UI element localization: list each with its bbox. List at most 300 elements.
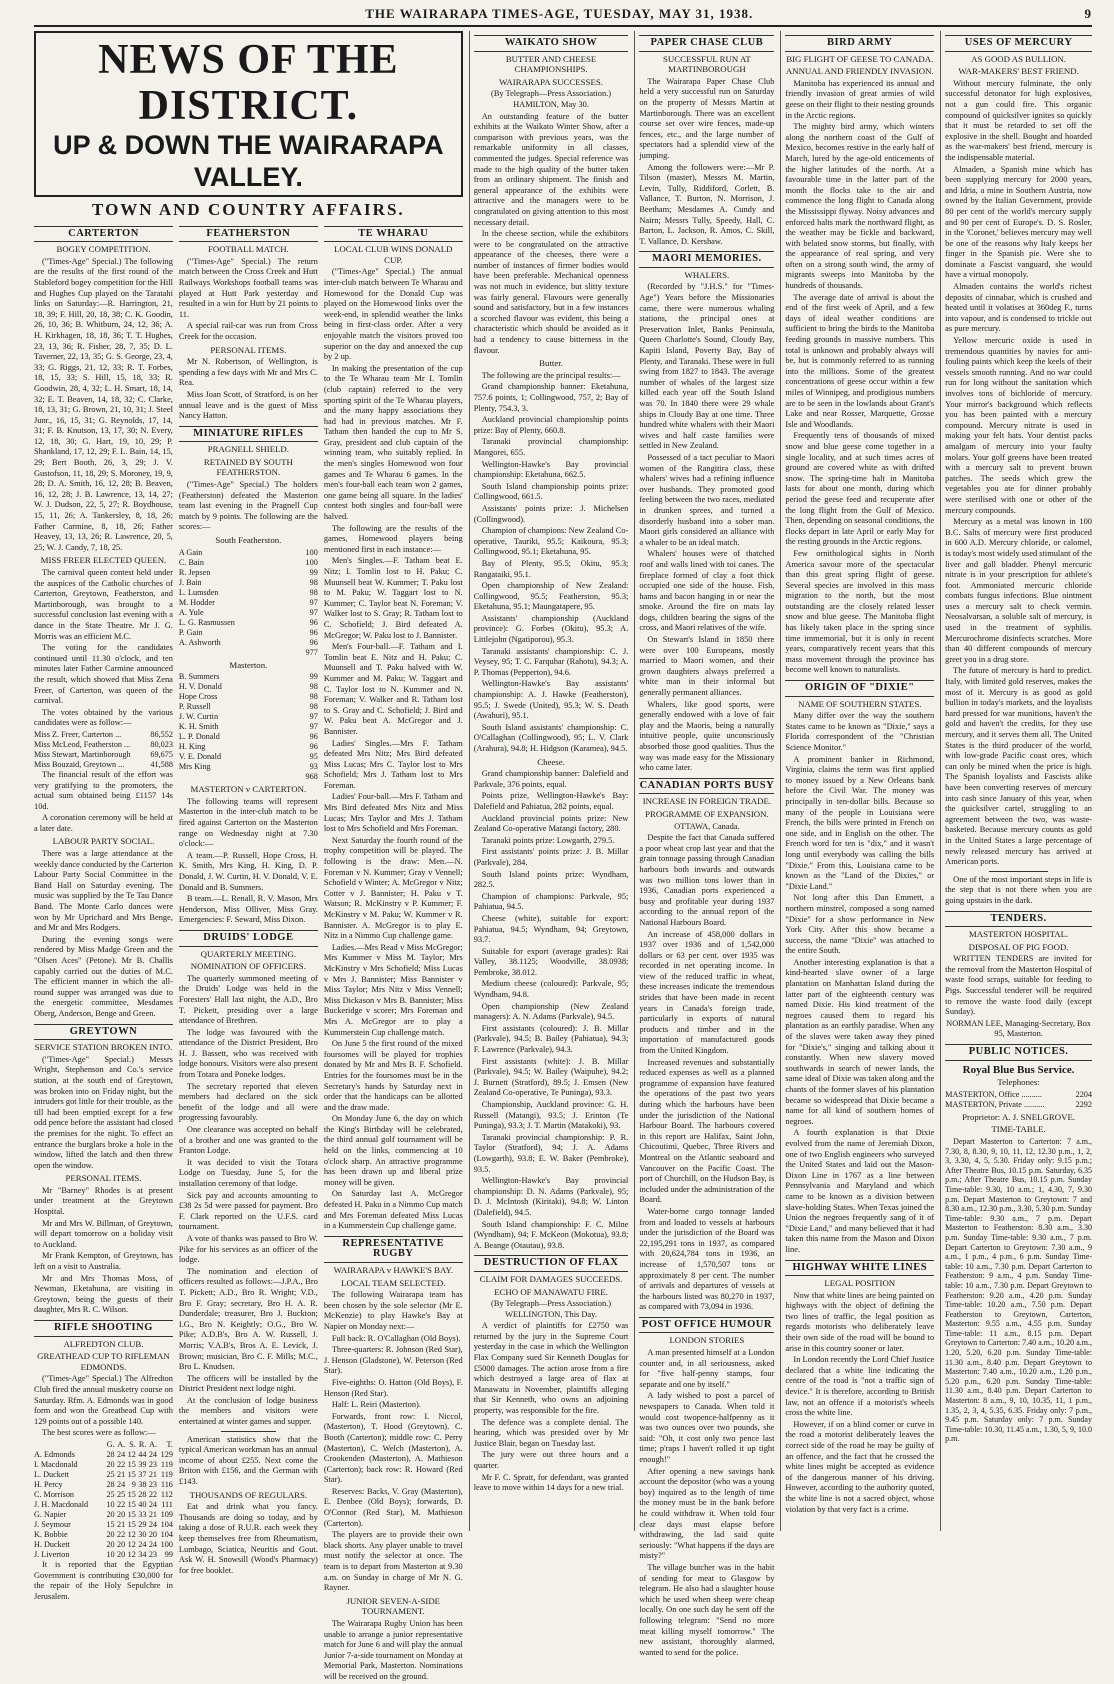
cheese-heading: Cheese.	[537, 756, 565, 767]
mercury-subheading-2: WAR-MAKERS' BEST FRIEND.	[958, 66, 1079, 77]
table-row	[179, 618, 318, 628]
table-cell: 21	[117, 1469, 126, 1479]
column-paper-chase	[634, 31, 775, 1657]
article-text: Next Saturday the fourth round of the trophy competition will be played. The following is the draw: Men.—N. Foreman v N. Kummer; Gray v Vennell; Schofield v Winter; A. McGregor v Nitz; Cotter v J. Bannister; H. Paku v T. Watson; R. McKinstry v P. Kummer; F. McKinstry v M. Paku; W. Kummer v R. Bannister. A. McGregor is to play E. Nitz in a Nimmo Cup challenge game.	[323, 835, 463, 941]
table-row: Miss Z. Freer, Carterton ... 86,552	[34, 729, 173, 739]
article-text: ("Times-Age" Special.) The holders (Featherston) defeated the Masterton team last evening in the Pragnell Cup match by 9 points. The following are the scores:—	[178, 480, 318, 532]
highway-subheading: LEGAL POSITION	[824, 1278, 896, 1289]
article-text: Wellington-Hawke's Bay provincial championship: Eketahuna, 662.5.	[473, 459, 629, 480]
article-text: Half: L. Reiri (Masterton).	[331, 1400, 421, 1410]
article-text: Mr and Mrs Thomas Moss, of Newman, Eketahuna, are visiting in Greytown, being the guests of their daughter, Mrs R. C. Wilson.	[34, 1273, 173, 1315]
table-cell: 93	[309, 762, 318, 772]
table-cell: P. Gain	[178, 627, 203, 637]
article-text: A vote of thanks was passed to Bro W. Pike for his services as an officer of the lodge.	[178, 1233, 318, 1265]
table-row	[34, 1460, 173, 1470]
table-row	[179, 712, 318, 722]
table-cell: 9	[131, 1479, 136, 1489]
dixie-heading: ORIGIN OF "DIXIE"	[785, 680, 934, 697]
table-cell: A. Ashworth	[178, 637, 221, 647]
article-text: An increase of 458,000 dollars in 1937 over 1936 and of 1,542,000 dollars or 63 per cent. over 1935 was recorded in net operating income. In view of the reduced traffic in wheat, these increases indicate the tremendous strides that have been made in recent years in Canada's foreign trade, particularly in exports of natural products and timber and in the importation of manufactured goods from the United Kingdom.	[639, 929, 775, 1056]
carterton-heading: CARTERTON	[34, 226, 173, 243]
post-office-heading: POST OFFICE HUMOUR	[639, 1317, 774, 1334]
table-cell: A. Yule	[178, 607, 204, 617]
article-text: During the evening songs were rendered by Miss Madge Green and the "Olsen Aces" (Petone). Mr B. Challis capably carried out the duties of M.C. The efficient manner in which the all-round supper was arranged was due to the energetic committee, Mesdames Oberg, Anderson, Benge and Green.	[34, 934, 173, 1018]
table-cell: 22	[117, 1459, 126, 1469]
table-cell: 968	[305, 772, 318, 782]
article-text: However, if on a blind corner or curve in the road a motorist deliberately leaves the correct side of the road he may be guilty of an offence, and the fact that he crossed the white lines might be accepted as evidence of the dangerous manner of his driving. However, according to the authority quoted, the white line is not a sacred object, whose violation by that very fact is a crime.	[785, 1419, 935, 1514]
druids-subheading: QUARTERLY MEETING.	[200, 948, 297, 959]
article-text: Taranaki assistants' championship: C. J. Veysey, 95; T. C. Farquhar (Rahotu), 94.3; A. P. Thomas (Pepperton), 94.6.	[473, 646, 629, 677]
article-text: It was decided to visit the Totara Lodge on Tuesday, June 5, for the installation ceremony of that lodge.	[178, 1157, 318, 1188]
miniature-subheading-2: RETAINED BY SOUTH FEATHERSTON.	[203, 456, 293, 478]
maori-heading: MAORI MEMORIES.	[639, 251, 774, 268]
article-text: Bay of Plenty, 95.5; Okitu, 95.3; Rangataiki, 95.1.	[473, 558, 629, 579]
personal-heading: PERSONAL ITEMS.	[65, 1173, 142, 1184]
table-cell: 112	[160, 1489, 173, 1499]
telephones-heading: Telephones:	[997, 1077, 1040, 1088]
table-cell: 28	[106, 1449, 115, 1459]
article-text: NORMAN LEE, Managing-Secretary, Box 95, Masterton.	[946, 1018, 1091, 1039]
table-cell: 20	[117, 1549, 126, 1559]
table-cell: 25	[106, 1469, 115, 1479]
paper-chase-heading: PAPER CHASE CLUB	[639, 35, 774, 52]
table-row	[179, 722, 318, 732]
south-featherston-scores	[179, 548, 318, 658]
article-text: First assistants (coloured): J. B. Millar (Parkvale), 94.5; B. Bailey (Pahiatua), 94.3; F. Lawrence (Parkvale), 94.3.	[473, 1023, 629, 1055]
article-text: The village butcher was in the habit of sending for meat to Glasgow by telegram. He also had a slaughter house which he used when sheep were cheap locally. On one such day he sent off the following telegram: "Send no more meat killing myself tomorrow." The new assistant, thoroughly alarmed, wanted to send for the police.	[639, 1562, 775, 1657]
article-text: The Wairarapa Paper Chase Club held a very successful run on Saturday on the property of Messrs Martin at Martinborough. There was an excellent course set over wire fences, made-up fences, etc., and the large number of spectators had a splendid view of the jumping.	[639, 76, 775, 160]
article-text: An outstanding feature of the butter exhibits at the Waikato Winter Show, after a comparison with previous years, was the remarkable uniformity in all classes, commented the judges. Special reference was made to the high quality of the butter taken from an ordinary shipment. The finish and general appearance of the exhibits were attractive and the managers were to be congratulated on giving attention to this most necessary detail.	[473, 111, 629, 227]
flax-subheading: CLAIM FOR DAMAGES SUCCEEDS.	[479, 1273, 623, 1284]
greytown-subheading: SERVICE STATION BROKEN INTO.	[34, 1042, 173, 1053]
article-text: Manitoba has experienced its annual and friendly invasion of great armies of wild geese on their flight to their nesting grounds in the Arctic regions.	[785, 78, 935, 120]
article-text: Now that white lines are being painted on highways with the object of defining the two lines of traffic, the legal position as regards motorists who deliberately leave their own side of the road will be bound to arise in this country sooner or later.	[785, 1290, 935, 1353]
article-text: The carnival queen contest held under the auspices of the Catholic churches of Carterton, Greytown, Featherston, and Martinborough, was brought to a successful conclusion last evening with a dance in the State Theatre. Mr J. G. Morris was an efficient M.C.	[34, 568, 173, 641]
table-cell: J. W. Curtin	[178, 712, 219, 722]
mercury-heading: USES OF MERCURY	[945, 35, 1092, 52]
waikato-subheading-2: WAIRARAPA SUCCESSES.	[499, 76, 603, 87]
article-text: There was a large attendance at the weekly dance conducted by the Carterton Labour Party Social Committee in the Band Hall on Saturday evening. The music was supplied by the Te Tau Dance Band. The Monte Carlo dances were won by Mr Uprichard and Mrs Benge, and Mr and Mrs Rodgers.	[34, 849, 173, 933]
telephones-table	[945, 1090, 1092, 1110]
table-cell: H. Duckett	[34, 1539, 70, 1549]
table-cell: 33	[138, 1509, 147, 1519]
column-te-wharau	[324, 222, 463, 1684]
article-text: Open championship of New Zealand: Collingwood, 95.5; Featherston, 95.3; Eketahuna, 95.1; Maungatapere, 95.	[473, 581, 629, 612]
article-text: Possessed of a tact peculiar to Maori women of the Rangitira class, these whalers' wives had a refining influence over husbands. They promoted good feeling between the two races, mediated in drunken sprees, and turned a disorderly husband into a sober man. Maori girls considered an alliance with a whaler to be an ideal match.	[639, 452, 775, 547]
article-text: Water-borne cargo tonnage landed from and loaded to vessels at harbours under the jurisdiction of the Board was 22,195,291 tons in 1937, as compared with 20,624,784 tons in 1936, an increase of 1,570,507 tons or approximately 8 per cent. The number of arrivals and departures of vessels at the harbours listed was 80,270 in 1937, as compared with 73,094 in 1936.	[639, 1206, 775, 1312]
table-cell: 29	[138, 1519, 147, 1529]
article-text: Ladies' Singles.—Mrs F. Tatham defeated Mrs Nitz; Mrs Bird defeated Miss Lucas; Mrs C. Taylor lost to Mrs Schofield; Mrs J. Tatham lost to Mrs Foreman.	[323, 738, 463, 790]
article-text: The officers will be installed by the District President next lodge night.	[178, 1373, 318, 1394]
article-text: Men's Singles.—F. Tatham beat E. Nitz; I. Tomlin lost to H. Paku; C. Muunsell beat W. Kummer; T. Paku lost to M. Paku; W. Taggart lost to N. Kummer; C. Taylor beat N. Foreman; V. Walker lost to S. Gray; R. Tatham lost to C. Schofield; J. Bird defeated A. McGregor; W. Paku lost to J. Bannister.	[323, 556, 463, 640]
article-text: Mercury as a metal was known in 100 B.C. Salts of mercury were first produced in 600 A.D. Mercury chloride, or calomel, is today's most widely used stimulant of the liver and gall bladder. Phenyl mercuric nitrate is in your prescription for athlete's foot. Ammoniated mercuric chloride combats fungus infections. Blue ointment uses a mercury salt to check vermin. Neosalvarsan, a soluble salt of mercury, is used in the treatment of syphilis. Mercurochrome disinfects scratches. More than 40 different compounds of mercury greet you in a drug store.	[945, 517, 1092, 664]
article-text: Almaden, a Spanish mine which has been supplying mercury for 2000 years, and Idria, a mine in Southern Austria, now owned by the Italian Government, provide 80 per cent of the world's mercury supply and 90 per cent of Europe's. D. S. Rosler, in the 'Coronet,' believes mercury may well be one of the reasons why Italy keeps her finger in the Spanish pie. Were she to dominate a Fascist vanguard, she would have a virtual monopoly.	[945, 164, 1092, 280]
article-text: Mr and Mrs W. Billman, of Greytown, will depart tomorrow on a holiday visit to Auckland.	[34, 1218, 173, 1249]
article-text: The following are the principal results:—	[481, 370, 621, 380]
article-text: Another interesting explanation is that a kind-hearted slave owner of a large plantation on Manhattan Island during the latter part of the eighteenth century was named Dixie. His kind treatment of the negroes caused them to regard his plantation as an earthly paradise. When any of the slaves were taken away they pined for "Dixie's," singing and talking about it constantly. When new slavery moved southwards in search of newer lands, the same ideal of Dixie was taken along and the chants of the former slaves of his plantation became so widespread that Dixie became a name for all kind of southern homes of negroes.	[785, 957, 935, 1126]
rugby-subheading: WAIRARAPA v HAWKE'S BAY.	[333, 1265, 453, 1275]
article-text: Despite the fact that Canada suffered a poor wheat crop last year and that the grain tonnage passing through Canadian harbours both inwards and outwards was two million tons lower than in 1936, Canadian ports experienced a busy and profitable year during 1937 according to the annual report of the National Harbours Board.	[639, 833, 775, 927]
table-cell: 21	[148, 1469, 157, 1479]
article-text: Eat and drink what you fancy. Thousands are doing so today, and by taking a dose of R.U.R. each week they keep themselves free from Rheumatism, Lumbago, Sciatica, Neuritis and Gout. Ask W. H. Snowsill (Wood's Pharmacy) for free booklet.	[178, 1502, 318, 1575]
masthead	[34, 31, 463, 197]
flax-subheading-2: ECHO OF MANAWATU FIRE.	[494, 1286, 608, 1297]
post-office-subheading: LONDON STORIES	[669, 1335, 745, 1346]
article-text: Mr Frank Kempton, of Greytown, has left on a visit to Australia.	[34, 1251, 173, 1272]
table-header-row: G. A. S. R. A. T.	[106, 1439, 173, 1449]
article-text: Assistants' championship (Auckland province): G. Forbes (Okitu), 95.3; A. Littlejohn (Ngatiporou), 95.3.	[473, 613, 629, 645]
druids-subheading-2: NOMINATION OF OFFICERS.	[190, 961, 306, 972]
article-text: The financial result of the effort was very gratifying to the promoters, the actual sum obtained being £1157 14s 10d.	[34, 769, 173, 811]
article-text: The quarterly summoned meeting of the Druids' Lodge was held in the Foresters' Hall last night, the A.D., Bro T. Pickett, presiding over a large attendance of Brethren.	[178, 973, 318, 1026]
table-row	[179, 672, 318, 682]
table-row	[179, 638, 318, 648]
table-cell: 20	[117, 1509, 126, 1519]
column-featherston	[179, 222, 318, 1684]
highway-heading: HIGHWAY WHITE LINES	[785, 1260, 934, 1277]
table-row	[179, 568, 318, 578]
article-text: Grand championship banner: Eketahuna, 757.6 points, 1; Collingwood, 757, 2; Bay of Plenty, 754.3, 3.	[473, 382, 629, 413]
table-cell: L. Lumsden	[178, 587, 219, 597]
tenders-subheading: MASTERTON HOSPITAL.	[968, 929, 1069, 940]
column-carterton	[34, 222, 173, 1684]
table-cell: 38	[138, 1479, 147, 1489]
article-text: On Saturday last A. McGregor defeated H. Paku in a Nimmo Cup match and Mrs Foreman defeated Miss Lucas in a Kummerstein Cup challenge game.	[323, 1189, 463, 1231]
table-row: Miss Bouzaid, Greytown ... 41,588	[34, 759, 173, 769]
table-cell: 95	[309, 752, 318, 762]
article-text: The best scores were as follow:—	[42, 1428, 156, 1438]
article-text: The nomination and election of officers resulted as follows:—J.P.A., Bro T. Pickett; A.D., Bro R. Wright; V.D., Bro F. Gray; secretary, Bro H. A. R. Dunderdale; treasurer, Bro J. Buckton; I.G., Bro N. Keightly; O.G., Bro W. Pike; A.D.B's, Bro A. W. Russell, J. Morris; V.A.B's, Bros A. E. Levick, J. Brown; musician, Bro C. F. Mills; M.C., Bro L. Knudsen.	[178, 1266, 318, 1372]
article-text: One clearance was accepted on behalf of a brother and one was granted to the Franton Lodge.	[178, 1125, 318, 1156]
miniature-subheading: PRAGNELL SHIELD.	[207, 444, 289, 455]
article-text: In making the presentation of the cup to the Te Wharau team Mr I. Tomlin (club captain) referred to the very sporting spirit of the Te Wharau players, and the many happy associations they had had in previous matches. Mr F. Tatham then handed the cup to Mr S. Gray, president and club captain of the winning team, who suitably replied. In the men's singles Homewood won four games and Te Wharau 6 games. In the men's four-ball each team won 2 games, one game being all square. In the ladies' contest both singles and four-ball were halved.	[323, 363, 463, 522]
table-cell: 20	[148, 1529, 157, 1539]
article-text: Cheese (white), suitable for export: Pahiatua, 94.5; Wyndham, 94; Greytown, 93.7.	[473, 913, 629, 945]
article-text: The defence was a complete denial. The hearing, which was presided over by Mr Justice Blair, began on Tuesday last.	[473, 1417, 629, 1448]
table-cell: 97	[309, 597, 318, 607]
table-cell: 100	[160, 1539, 173, 1549]
page-number: 9	[1084, 6, 1092, 21]
dateline: (By Telegraph—Press Association.) WELLINGTON, This Day.	[491, 1299, 612, 1319]
table-cell: 40	[138, 1499, 147, 1509]
article-text: Not long after this Dan Emmett, a northern minstrel, composed a song named "Dixie" for a show performance in New York City. After this show became a success, the name "Dixie" was attached to the entire South.	[785, 893, 935, 956]
article-text: A fourth explanation is that Dixie evolved from the name of Jeremiah Dixon, one of two English engineers who surveyed the United States and laid out the Mason-Dixon Line in 1767 as a line between Pennsylvania and Maryland and which came to be known as a division between slave-holding States. When Texas joined the Union the negroes frequently sang of it of "Dixie Land," and many believed that it had taken this name from the Mason and Dixon line.	[785, 1128, 935, 1254]
table-cell: 20	[106, 1509, 115, 1519]
table-cell: 23	[148, 1549, 157, 1559]
table-cell: 99	[309, 672, 318, 682]
table-row	[179, 692, 318, 702]
rifle-heading: RIFLE SHOOTING	[34, 1320, 173, 1337]
table-cell: 20	[117, 1539, 126, 1549]
article-text: Grand championship banner: Dalefield and Parkvale, 376 points, equal.	[473, 769, 629, 789]
table-cell: 119	[160, 1469, 173, 1479]
table-row: MASTERTON, Private .......... 2292	[945, 1099, 1092, 1109]
table-cell: 44	[138, 1449, 147, 1459]
article-text: The secretary reported that eleven members had declared on the sick benefit of the lodge and all were progressing favourably.	[178, 1081, 318, 1123]
article-text: The jury were out three hours and a quarter.	[473, 1450, 629, 1470]
table-cell: I. Macdonald	[34, 1459, 78, 1469]
south-featherston-heading: South Featherston.	[215, 535, 282, 546]
article-text: The Wairarapa Rugby Union has been unable to arrange a junior representative match for June 6 and will play the annual Junior 7-a-side tournament on Monday at Memorial Park, Masterton. Nominations will be received on the ground.	[323, 1619, 463, 1681]
flax-heading: DESTRUCTION OF FLAX	[474, 1255, 629, 1272]
rifle-subheading: ALFREDTON CLUB.	[63, 1338, 144, 1349]
article-text: After opening a new savings bank account the depositor (who was a young boy) inquired as to the length of time the money must be in the bank before he could withdraw it. When told four clear days must elapse before withdrawing, the lad said quite seriously: "What happens if the days are misty?"	[639, 1466, 775, 1561]
article-text: Whalers' houses were of thatched roof and walls lined with toi canes. The fireplace formed of clay a foot thick occupied one side of the house. Fish, hams and bacon hanging in or near the smoke. Around the fire on mats lay dogs, children bearing the signs of the cross, and Maori relatives of the wife.	[639, 549, 775, 633]
butter-heading: Butter.	[539, 358, 563, 369]
article-text: ("Times-Age" Special.) The Alfredton Club fired the annual musketry course on Saturday. Rfm. A. Edmonds was in good form and won the Greathead Cup with 129 points out of a possible 140.	[34, 1374, 173, 1426]
article-text: South Island assistants' championship: C. O'Callaghan (Collingwood), 95; L. V. Clark (Arahura), 94.8; H. Hidgson (Karamea), 94.5.	[473, 722, 629, 753]
masterton-scores	[179, 672, 318, 782]
article-text: Frequently tens of thousands of mixed snow and blue geese come together in a single locality, and at such times acres of ground are covered white as with drifted snow. The spring-time halt in Manitoba lasts for about one month, during which period the geese feed and recuperate after the long flight from the Gulf of Mexico. Then, depending on seasonal conditions, the flocks depart in late April or early May for the resting grounds in the Arctic regions.	[785, 431, 935, 547]
waikato-heading: WAIKATO SHOW	[474, 35, 629, 52]
table-cell: H. King	[178, 742, 206, 752]
table-cell: J. Bain	[178, 577, 202, 587]
article-text: Reserves: Backs, V. Gray (Masterton), E. Denbee (Old Boys); forwards, D. O'Connor (Red Star), M. Mathieson (Carterton).	[323, 1486, 463, 1528]
table-cell: M. Hodder	[178, 597, 215, 607]
table-cell: 12	[127, 1449, 136, 1459]
article-text: ("Times-Age" Special.) The following are the results of the first round of the Stableford bogey competition for the Hill and Hughes Cup played on the Taratahi links on Saturday:—R. Harrington, 21, 18, 39; F. Hill, 20, 18, 38; C. K. Goodin, 26, 10, 36; B. Whitburn, 24, 12, 36; A. H. Kirkhagen, 18, 18, 36; T. T. Hughes, 23, 13, 36; R. Fisher, 28, 7, 35; D. L. Taverner, 22, 13, 35; G. S. George, 23, 4, 33; G. Riggs, 21, 12, 33; R. T. Forbes, 18, 15, 33; S. Hill, 15, 18, 33; R. Goodwin, 28, 4, 32; L. H. Smart, 18, 14, 32; E. T. Beaven, 14, 18, 32; C. Clarke, 18, 13, 31; G. Brown, 21, 10, 31; J. Steel Junr., 16, 15, 31; G. Reynolds, 17, 14, 31; F. B. Knutson, 13, 17, 30; N. Every, 12, 18, 30; G. Hart, 19, 10, 29; P. Shankland, 17, 12, 29; F. L. Bain, 14, 15, 29; Bert Booth, 26, 3, 29; J. V. Gustofson, 11, 18, 29; S. Moroney, 19, 9, 28; D. A. Smith, 16, 12, 28; B. Beaven, 16, 12, 28; J. B. Lawrence, 13, 14, 27; W. J. Dudson, 22, 5, 27; R. Boydhouse, 15, 11, 26; A. Tankersley, 8, 18, 26; Father Carmine, 8, 18, 26; Father Heavey, 13, 13, 26; R. Lawrence, 20, 5, 25; W. J. Candy, 7, 18, 25.	[34, 256, 173, 552]
section-title: TOWN AND COUNTRY AFFAIRS.	[92, 200, 405, 219]
ports-subheading: INCREASE IN FOREIGN TRADE.	[642, 796, 772, 807]
table-row	[179, 742, 318, 752]
tenders-heading: TENDERS.	[945, 911, 1092, 928]
table-row	[179, 628, 318, 638]
article-text: First assistants' points prize: J. B. Millar (Parkvale), 284.	[473, 847, 629, 867]
table-row	[34, 1470, 173, 1480]
article-text: Medium cheese (coloured): Parkvale, 95; Wyndham, 94.8.	[473, 979, 629, 1000]
te-wharau-subheading: LOCAL CLUB WINS DONALD CUP.	[334, 244, 453, 265]
table-row	[179, 648, 318, 658]
table-cell: P. Russell	[178, 702, 211, 712]
article-text: First assistants (white): J. B. Millar (Parkvale), 94.5; W. Bailey (Waipuhe), 94.2; J. Burnett (Stratford), 89.5; J. Emsen (New Zealand Co-operative, Te Puninga), 93.3.	[473, 1056, 629, 1098]
table-cell: 22	[117, 1499, 126, 1509]
table-cell: L. P. Donald	[178, 732, 220, 742]
waikato-subheading: BUTTER AND CHEESE CHAMPIONSHIPS.	[505, 53, 597, 75]
table-cell: 24	[117, 1449, 126, 1459]
table-cell: 28	[106, 1479, 115, 1489]
table-cell: 15	[127, 1499, 136, 1509]
table-cell: 109	[160, 1509, 173, 1519]
rugby-heading: REPRESENTATIVE RUGBY	[324, 1236, 463, 1263]
table-cell	[179, 772, 287, 782]
article-text: Mr F. C. Spratt, for defendant, was granted leave to move within 14 days for a new trial.	[473, 1472, 629, 1493]
table-cell: Hope Cross	[178, 692, 218, 702]
table-row	[179, 558, 318, 568]
article-text: On June 5 the first round of the mixed foursomes will be played for trophies donated by Mr and Mrs B. F. Schofield. Entries for the foursomes must be in the Secretary's hands by Saturday next in order that the handicaps can be allotted and the draw made.	[323, 1039, 463, 1112]
table-row	[179, 772, 318, 782]
ports-heading: CANADIAN PORTS BUSY	[639, 778, 774, 795]
greytown-heading: GREYTOWN	[34, 1024, 173, 1041]
article-text: Taranaki provincial championship: P. R. Taylor (Stratford), 94; J. A. Adams (Lowgarth), 93.8; E. W. Baker (Pembroke), 93.5.	[473, 1132, 629, 1174]
article-text: A special rail-car was run from Cross Creek for the occasion.	[178, 321, 318, 341]
table-cell: 97	[309, 712, 318, 722]
article-text: A man presented himself at a London counter and, in all seriousness, asked for "five half-penny stamps, four separate and one by itself."	[639, 1348, 775, 1389]
masterton-heading: Masterton.	[229, 659, 268, 670]
table-cell: J. H. Macdonald	[34, 1499, 89, 1509]
article-text: A coronation ceremony will be held at a later date.	[34, 813, 173, 833]
table-cell: 96	[309, 742, 318, 752]
running-head	[34, 6, 1092, 27]
article-text: Miss Joan Scott, of Stratford, is on her annual leave and is the guest of Miss Nancy Hatton.	[178, 389, 318, 421]
column-mercury	[940, 31, 1092, 1531]
table-row	[34, 1520, 173, 1530]
table-cell: 111	[161, 1499, 173, 1509]
table-row	[34, 1480, 173, 1490]
table-cell: L. G. Rasmussen	[178, 617, 235, 627]
proprietor: Proprietor: A. J. SNELGROVE.	[962, 1111, 1076, 1122]
table-row	[34, 1510, 173, 1520]
table-cell: 116	[160, 1479, 173, 1489]
article-text: The average date of arrival is about the end of the first week of April, and a few days of ideal weather conditions are sufficient to bring the birds to the Manitoba feeding grounds in massive numbers. This total is unknown and probably always will be, but is commonly referred to as running into the millions. Some of the greatest concentrations of geese occur within a few miles of Winnipeg, and prodigious numbers are to be seen in the lowlands about Grant's Lake and near Rosser, Marquette, Grosse Isle and Woodlands.	[785, 292, 935, 429]
article-text: Yellow mercuric oxide is used in tremendous quantities by navies for anti-fouling paints which keep the keels of their vessels smooth running. And no war could run for long without the sanitation which involves tons of bichloride of mercury. Your mirror's background which reflects you has been painted with a mercury compound. Mercury nitrate is used in making your felt hats. Your dentist packs amalgam of mercury into your faulty molars. Your golf greens have been treated with a mercury salt to prevent brown patches. The seeds which grew the vegetables you ate for dinner probably were sterilised with one or other of the mercury compounds.	[945, 336, 1092, 515]
table-cell: V. E. Donald	[178, 752, 222, 762]
table-cell: 24	[148, 1539, 157, 1549]
article-text: Assistants' points prize: J. Michelsen (Collingwood).	[473, 503, 629, 524]
column-bird-army	[780, 31, 934, 1531]
table-cell: 15	[127, 1469, 136, 1479]
bird-army-subheading-2: ANNUAL AND FRIENDLY INVASION.	[785, 66, 934, 77]
table-cell: C. Morrison	[34, 1489, 75, 1499]
article-text: The future of mercury is hard to predict. Italy, with limited gold reserves, makes the most of it. Mercury is as good as gold bullion in today's markets, and the loyalists hard pressed for war munitions, haven't the gold and haven't the credits, for they use mercury, and it serves them all. The United States is the third producer of the world, with low-grade Pacific coast ores, which can only be mined when the price is high. The Spanish loyalists and Fascists alike have been converting reserves of mercury into cash since January of this year, when the quicksilver cartel, struggling to an agreement between the two, was waste-basketed. Because mercury counts as gold in the United States a large percentage of newly released mercury has arrived at American ports.	[945, 666, 1092, 867]
table-cell: 15	[127, 1489, 136, 1499]
dateline: (By Telegraph—Press Association.) HAMILTON, May 30.	[491, 89, 612, 109]
article-text: Championship, Auckland province: G. H. Russell (Matangi), 93.5; J. Erinton (Te Puninga), 93.3; J. T. Martin (Matakoki), 93.	[473, 1100, 629, 1131]
votes-table	[34, 730, 173, 770]
table-cell: 977	[305, 647, 318, 657]
table-cell: 96	[309, 732, 318, 742]
article-text: WRITTEN TENDERS are invited for the removal from the Masterton Hospital of waste food scraps, suitable for feeding to Pigs. Successful tenderer will be required to remove the waste food daily (except Sunday).	[945, 954, 1092, 1017]
table-row: MASTERTON, Office .......... 2204	[945, 1089, 1092, 1099]
article-text: The players are to provide their own black shorts. Any player unable to travel must notify the selector at once. The team is to depart from Masterton at 9.30 a.m. on Sunday in charge of Mr N. G. Rayner.	[323, 1530, 463, 1593]
article-text: The votes obtained by the various candidates were as follow:—	[34, 707, 173, 728]
table-cell: L. Duckett	[34, 1469, 70, 1479]
table-cell: 20	[106, 1539, 115, 1549]
table-cell: 12	[127, 1529, 136, 1539]
timetable-text: Depart Masterton to Carterton: 7 a.m., 7.30, 8, 8.30, 9, 10, 11, 12, 12.30 p.m., 1, 2, 3, 3.30, 4, 5, 5.30. Friday only: 9.15 p.m.; After Theatre Bus, 10.15 p.m. Saturday, 6.35 p.m.; After Theatre Bus, 10.15 p.m. Sunday Time-table: 9.30, 10 a.m.; 1, 4.30, 7, 9.30 p.m. Depart Masterton to Greytown: 7 and 8.30 a.m., 12.30 p.m., 3.30, 5.30 p.m. Sunday Time-table: 9.30 a.m., 7 p.m. Depart Masterton to Featherston: 8.30 a.m., 3.30 p.m. Sunday Time-table: 9.30 a.m., 7 p.m. Depart Carterton to Greytown: 7.30 a.m., 9 a.m., 1 p.m., 4 p.m., 6 p.m. Sunday Time-table: 10 a.m., 7.30 p.m. Depart Carterton to Featherston: 9 a.m., 4 p.m. Sunday Time-table: 10 a.m., 7.30 p.m. Depart Greytown to Featherston: 9.20 a.m., 4.20 p.m. Sunday Time-table: 10.20 a.m., 7.50 p.m. Depart Featherston to Greytown, Carterton, Masterton: 9.55 a.m., 4.55 p.m. Sunday Time-table: 11 a.m., 8.15 p.m. Depart Greytown to Carterton: 7.40 a.m., 10.20 a.m., 1.20, 5.20, 6.20 p.m. Sunday Time-table: 11.30 a.m., 8.40 p.m. Depart Greytown to Masterton: 7.40 a.m., 10.20 a.m., 1.20 p.m., 5.20 p.m., 6.20 p.m. Sunday Time-table: 11.30 a.m., 8.40 p.m. Depart Carterton to Masterton: 8 a.m., 9, 10, 10.35, 11, 1 p.m., 1.35, 2, 3, 4, 5.35, 6.35. Friday only: 7 p.m., 9.45 p.m. Saturday only: 7 p.m. Sunday Time-table: 10.30, 11.45 a.m., 1.30, 5, 9, 10.0 p.m.	[945, 1137, 1092, 1444]
table-cell: 39	[138, 1459, 147, 1469]
article-text: Ladies.—Mrs Read v Miss McGregor; Mrs Kummer v Miss M. Taylor; Mrs McKinstry v Mrs Schofield; Miss Lucas v Mrs J. Bannister; Miss Bannister v Miss Taylor; Mrs Nitz v Miss Vennell; Miss Dickason v Mrs B. Bannister; Miss Buckeridge v scorer; Mrs Foreman and Mrs A. McGregor are to play a Kummerstein Cup challenge match.	[323, 942, 463, 1037]
district-news-block	[34, 31, 463, 1681]
column-waikato-show	[469, 31, 629, 1531]
table-cell: 12	[127, 1549, 136, 1559]
table-cell: 22	[148, 1489, 157, 1499]
table-cell: Mrs King	[178, 762, 211, 772]
article-text: Open championship (New Zealand managers): A. N. Adams (Parkvale), 94.5.	[473, 1001, 629, 1022]
article-text: Wellington-Hawke's Bay assistants' championship: A. J. Hawke (Featherston), 95.5; J. Swede (United), 95.3; W. S. Death (Awahuri), 95.1.	[473, 679, 629, 721]
table-row	[179, 588, 318, 598]
table-cell: 24	[138, 1539, 147, 1549]
article-text: ("Times-Age" Special.) The annual inter-club match between Te Wharau and Homewood for the Donald Cup was played on the Homewood links over the week-end, in splendid weather the links being in first-class order. After a very enjoyable match the visitors proved too superior on the day and annexed the cup by 2 up.	[323, 267, 463, 362]
article-text: South Island points prize: Wyndham, 282.5.	[473, 869, 629, 890]
article-text: Sick pay and accounts amounting to £38 2s 5d were passed for payment. Bro F. Clark reported on the U.F.S. card tournament.	[178, 1190, 318, 1232]
table-cell: C. Bain	[178, 557, 204, 567]
bird-army-heading: BIRD ARMY	[785, 35, 934, 52]
table-row	[179, 682, 318, 692]
table-cell: 23	[148, 1459, 157, 1469]
bird-army-subheading: BIG FLIGHT OF GEESE TO CANADA.	[786, 53, 934, 64]
personal-heading: PERSONAL ITEMS.	[210, 344, 287, 355]
table-cell: 34	[138, 1549, 147, 1559]
article-text: Taranaki points prize: Lowgarth, 279.5.	[481, 835, 615, 845]
table-row	[179, 702, 318, 712]
article-text: At the conclusion of lodge business the members and visitors were entertained at winter games and supper.	[178, 1395, 318, 1427]
article-text: The following Wairarapa team has been chosen by the sole selector (Mr E. McKenzie) to play Hawke's Bay at Napier on Monday next:—	[323, 1290, 463, 1331]
running-head-title: THE WAIRARAPA TIMES-AGE, TUESDAY, MAY 31, 1938.	[365, 6, 754, 21]
table-cell: 104	[160, 1519, 173, 1529]
table-cell: 30	[138, 1529, 147, 1539]
table-row	[34, 1490, 173, 1500]
article-text: A team.—P. Russell, Hope Cross, H. K. Smith, Mrs King, H. King, D. P. Donald, J. W. Curtin, H. V. Donald, V. E. Donald and B. Summers.	[178, 850, 318, 892]
table-row	[34, 1450, 173, 1460]
dateline: OTTAWA, Canada.	[674, 821, 740, 831]
article-text: One of the most important steps in life is the step that is not there when you are going upstairs in the dark.	[945, 874, 1092, 905]
table-row	[179, 548, 318, 558]
table-cell: 100	[305, 557, 318, 567]
article-text: A prominent banker in Richmond, Virginia, claims the term was first applied to money issued by a New Orleans bank before the Civil War. The money was principally in ten-dollar bills. Because so many of the people in Louisiana were French, the bills were printed in French on one side, and in English on the other. The French word for ten is "dix," and it wasn't long until everybody was calling the bills "Dixie." From this, Louisiana came to be known as the "Land of the Dixies," or "Dixie Land."	[785, 754, 935, 891]
article-text: Mr N. Robertson, of Wellington, is spending a few days with Mr and Mrs C. Rea.	[178, 357, 318, 388]
table-cell: 25	[117, 1489, 126, 1499]
article-text: American statistics show that the typical American workman has an annual income of about £255. Next come the Briton with £156, and the German with £143.	[178, 1434, 318, 1487]
table-row	[34, 1500, 173, 1510]
table-row	[34, 1530, 173, 1540]
table-cell: 99	[309, 567, 318, 577]
bus-service-heading: Royal Blue Bus Service.	[962, 1063, 1075, 1076]
article-text: Increased revenues and substantially reduced expenses as well as a planned programme of expansion have featured the operations of the past two years during which the harbours have been under the jurisdiction of the National Harbour Board. The harbours covered in this report are Halifax, Saint John, Chicoutimi, Quebec, Three Rivers and Montreal on the Atlantic seaboard and Vancouver on the Pacific Coast. The port of Churchill, on the Hudson Bay, is included under the administration of the Board.	[639, 1057, 775, 1205]
table-cell: 15	[127, 1509, 136, 1519]
queen-heading: MISS FREER ELECTED QUEEN.	[40, 555, 167, 566]
table-row	[179, 752, 318, 762]
masterton-v-carterton-heading: MASTERTON v CARTERTON.	[190, 784, 307, 795]
rifle-scores-table	[34, 1440, 173, 1560]
maori-subheading: WHALERS.	[684, 269, 730, 280]
article-text: Whalers, like good sports, were generally endowed with a love of fair play and the Maoris, being a naturally intuitive people, quite unconsciously absorbed those good qualities. Thus the way was made easy for the Missionary who came later.	[639, 699, 775, 773]
miniature-rifles-heading: MINIATURE RIFLES	[179, 426, 318, 443]
table-cell: 10	[106, 1499, 115, 1509]
table-cell: 104	[160, 1529, 173, 1539]
table-cell: 96	[309, 627, 318, 637]
table-cell: 24	[148, 1519, 157, 1529]
article-text: A lady wished to post a parcel of newspapers to Canada. When told it would cost twopence-halfpenny as it was two ounces over two pounds, she said: "Oh, it cost only two pence last time; p'raps I haven't rolled it up tight enough!"	[639, 1391, 775, 1464]
article-text: B team.—L. Renall, R. V. Mason, Mrs Henderson, Miss Olliver, Miss Gray. Emergencies: F. Seward, Miss Dixon.	[178, 894, 318, 925]
table-row: Miss Stewart, Martinborough 69,675	[34, 749, 173, 759]
te-wharau-heading: TE WHARAU	[324, 226, 463, 243]
article-text: Full back: R. O'Callaghan (Old Boys).	[331, 1333, 461, 1343]
article-text: South Island championship points prize: Collingwood, 661.5.	[473, 481, 629, 502]
table-cell: 10	[106, 1549, 115, 1559]
table-cell: K. Bobbie	[34, 1529, 68, 1539]
article-text: Men's Four-ball.—F. Tatham and I. Tomlin beat E. Nitz and H. Paku; C. Muunsell and T. Paku halved with W. Kummer and M. Paku; W. Taggart and C. Taylor lost to N. Kummer and N. Foreman; V. Walker and R. Tatham lost to S. Gray and C. Schofield; J. Bird and W. Paku beat A. McGregor and J. Bannister.	[323, 642, 463, 736]
table-cell: 98	[309, 587, 318, 597]
carterton-subheading: BOGEY COMPETITION.	[56, 244, 151, 255]
dixie-subheading: NAME OF SOUTHERN STATES.	[798, 698, 922, 709]
table-cell: 129	[160, 1449, 173, 1459]
table-cell: G. Napier	[34, 1509, 67, 1519]
table-cell: 96	[309, 617, 318, 627]
article-text: Taranaki provincial championship: Mangorei, 655.	[473, 437, 629, 457]
thousands-heading: THOUSANDS OF REGULARS.	[189, 1489, 308, 1500]
mercury-subheading: AS GOOD AS BULLION.	[971, 53, 1066, 64]
table-cell: B. Summers	[178, 672, 220, 682]
table-cell: 97	[309, 722, 318, 732]
table-cell: 96	[309, 637, 318, 647]
table-row	[179, 608, 318, 618]
table-cell: H. Percy	[34, 1479, 63, 1489]
table-cell: 15	[127, 1519, 136, 1529]
table-row	[179, 578, 318, 588]
table-cell: 97	[309, 607, 318, 617]
table-row	[179, 762, 318, 772]
table-cell: J. Liverton	[34, 1549, 70, 1559]
